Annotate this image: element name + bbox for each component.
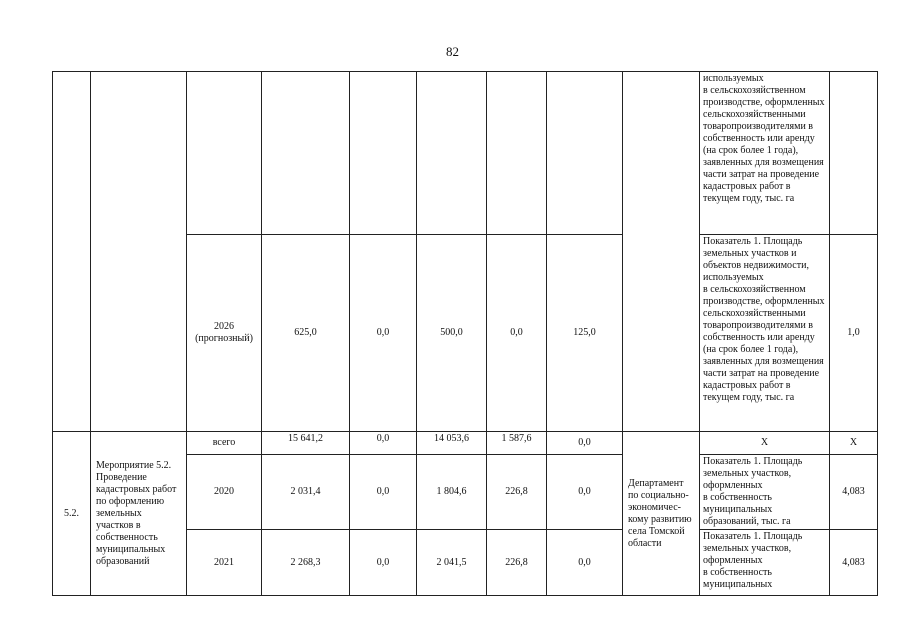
program-table — [52, 71, 878, 596]
cell-year-empty — [187, 72, 262, 235]
table-row — [53, 72, 878, 235]
total-cell: 2 031,4 — [262, 455, 350, 530]
indicator-text: Показатель 1. Площадь земельных участков, оформленных в собственность муниципальных образований, тыс. га — [700, 455, 830, 530]
year-cell: 2020 — [187, 455, 262, 530]
measure-name: Мероприятие 5.2. Проведение кадастровых работ по оформлению земельных участков в собственность муниципальных образований — [91, 432, 187, 596]
extra-cell: 125,0 — [547, 235, 623, 432]
value-cell: 4,083 — [830, 455, 878, 530]
cell-total-empty — [262, 72, 350, 235]
federal-cell: 0,0 — [350, 235, 417, 432]
regional-cell: 1 804,6 — [417, 455, 487, 530]
federal-cell: 0,0 — [350, 455, 417, 530]
value-cell: 1,0 — [830, 235, 878, 432]
total-cell: 625,0 — [262, 235, 350, 432]
regional-cell: 2 041,5 — [417, 530, 487, 596]
total-cell: 2 268,3 — [262, 530, 350, 596]
cell-value-empty — [830, 72, 878, 235]
table-row — [53, 432, 878, 455]
local-cell: 1 587,6 — [487, 432, 547, 455]
indicator-text: Х — [700, 432, 830, 455]
federal-cell: 0,0 — [350, 530, 417, 596]
cell-local-empty — [487, 72, 547, 235]
indicator-text: Показатель 1. Площадь земельных участков и объектов недвижимости, используемых в сельскохозяйственном производстве, оформленных сельскохозяйственными товаропроизводителями в собственность или аренду (на срок более 1 года), заявленных для возмещения части затрат на проведение кадастровых работ в текущем году, тыс. га — [700, 235, 830, 432]
cell-federal-empty — [350, 72, 417, 235]
local-cell: 226,8 — [487, 530, 547, 596]
extra-cell: 0,0 — [547, 530, 623, 596]
cell-regional-empty — [417, 72, 487, 235]
federal-cell: 0,0 — [350, 432, 417, 455]
total-cell: 15 641,2 — [262, 432, 350, 455]
value-cell: Х — [830, 432, 878, 455]
local-cell: 226,8 — [487, 455, 547, 530]
regional-cell: 14 053,6 — [417, 432, 487, 455]
local-cell: 0,0 — [487, 235, 547, 432]
cell-name-empty — [91, 72, 187, 432]
page-number: 82 — [446, 44, 459, 59]
year-cell: 2021 — [187, 530, 262, 596]
year-cell: всего — [187, 432, 262, 455]
year-cell: 2026 (прогнозный) — [187, 235, 262, 432]
cell-executor-empty — [623, 72, 700, 432]
executor-cell: Департамент по социально-экономичес-кому развитию села Томской области — [623, 432, 700, 596]
cell-extra-empty — [547, 72, 623, 235]
measure-number: 5.2. — [53, 432, 91, 596]
value-cell: 4,083 — [830, 530, 878, 596]
indicator-text: Показатель 1. Площадь земельных участков, оформленных в собственность муниципальных — [700, 530, 830, 596]
cell-number-empty — [53, 72, 91, 432]
indicator-text: используемых в сельскохозяйственном производстве, оформленных сельскохозяйственными товаропроизводителями в собственность или аренду (на срок более 1 года), заявленных для возмещения части затрат на проведение кадастровых работ в текущем году, тыс. га — [700, 72, 830, 235]
extra-cell: 0,0 — [547, 432, 623, 455]
regional-cell: 500,0 — [417, 235, 487, 432]
extra-cell: 0,0 — [547, 455, 623, 530]
